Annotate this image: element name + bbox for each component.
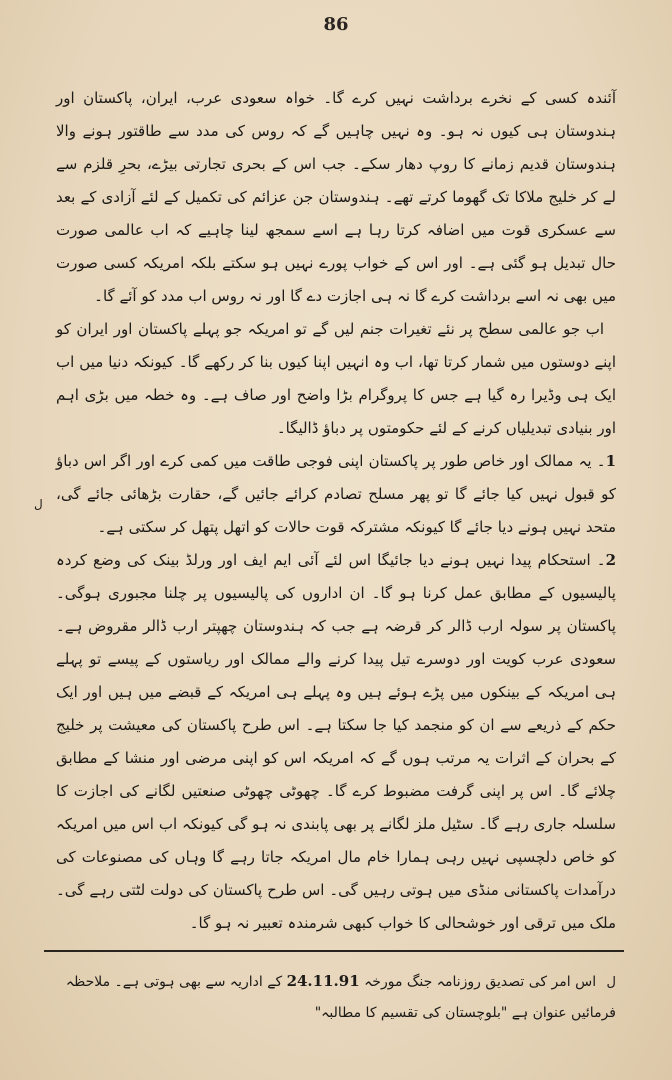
text-line: اب جو عالمی سطح پر نئے تغیرات جنم لیں گے تو امریکہ جو پہلے پاکستان اور ایران کو اپنے bbox=[56, 320, 616, 371]
text-line: کر قرضہ ہے جب کہ ہندوستان چھپتر ارب ڈالر مقروض ہے۔ سعودی عرب کویت اور دوسرے bbox=[56, 617, 616, 668]
text-line: ترقی اور خوشحالی کا خواب کبھی شرمندہ تعبیر نہ ہو گا۔ bbox=[189, 914, 557, 932]
point-number: 2 bbox=[605, 551, 616, 569]
text-line: کرتا رہا ہے اسے سمجھ لینا چاہیے کہ اب عالمی صورت حال تبدیل ہو گئی ہے۔ اور اس کے bbox=[56, 221, 616, 272]
point-number: 1 bbox=[605, 452, 616, 470]
numbered-point-1 bbox=[56, 445, 616, 544]
text-line: دوستوں میں شمار کرتا تھا، اب وہ انہیں اپنا کیوں بنا کر رکھے گا۔ کیونکہ دنیا میں اب ایک ہی وڈیرا bbox=[56, 353, 616, 404]
text-line: خواب پورے نہیں ہو سکتے بلکہ امریکہ کسی صورت میں بھی نہ اسے برداشت کرے گا نہ ہی bbox=[56, 254, 616, 305]
paragraph-1 bbox=[56, 82, 616, 313]
text-line: لگانے کی اجازت کا سلسلہ جاری رہے گا۔ سٹیل ملز لگانے پر بھی پابندی نہ ہو گی کیونکہ اب اس bbox=[56, 782, 616, 833]
text-line: کے مطابق عمل کرنا ہو گا۔ ان اداروں کی پالیسیوں پر چلنا مجبوری ہوگی۔ پاکستان پر سولہ ارب ڈالر bbox=[56, 584, 616, 635]
footnote-marker: ل bbox=[606, 975, 616, 990]
text-line: ۔ یہ ممالک اور خاص طور پر پاکستان اپنی فوجی طاقت میں کمی کرے اور اگر اس دباؤ کو قبول bbox=[56, 452, 616, 503]
text-line: کرنے کے لئے حکومتوں پر دباؤ ڈالیگا۔ bbox=[276, 419, 501, 437]
text-line: درآمدات پاکستانی منڈی میں ہوتی رہیں گی۔ اس طرح پاکستان کی دولت لٹتی رہے گی۔ ملک میں bbox=[56, 881, 616, 932]
footnote-divider bbox=[44, 950, 624, 952]
footnote-date: 24.11.91 bbox=[286, 972, 360, 990]
text-line: جائے گا کیونکہ مشترکہ قوت حالات کو اتھل پتھل کر سکتی ہے۔ bbox=[97, 518, 493, 536]
text-line: اپنی مرضی اور منشا کے مطابق چلائے گا۔ اس پر اپنی گرفت مضبوط کرے گا۔ چھوٹی چھوٹی صنعتیں bbox=[56, 749, 616, 800]
text-line: نہیں کیا جائے گا تو پھر مسلح تصادم کرائے جائیں گے، حقارت بڑھائی جائے گی، متحد نہیں ہونے دیا bbox=[56, 485, 616, 536]
page-number: 86 bbox=[323, 14, 349, 35]
footnote-text: فرمائیں عنوان ہے "بلوچستان کی تقسیم کا مطالبہ" bbox=[314, 1005, 616, 1021]
numbered-point-2 bbox=[56, 544, 616, 940]
footnote bbox=[56, 966, 616, 1028]
footnote-text: کے اداریہ سے بھی ہوتی ہے۔ ملاحظہ bbox=[65, 974, 283, 990]
text-line: تیل پیدا کرنے والے ممالک اور ریاستوں کے پیسے تو پہلے ہی امریکہ کے بینکوں میں پڑے ہوئے bbox=[56, 650, 616, 701]
text-line: میں امریکہ کو خاص دلچسپی نہیں رہی ہمارا خام مال امریکہ جاتا رہے گا وہاں کی مصنوعات کی bbox=[56, 815, 616, 866]
text-line: اجازت دے گا اور نہ روس اب مدد کو آئے گا۔ bbox=[94, 287, 367, 305]
text-line: اس طرح پاکستان کی معیشت پر خلیج کے بحران کے اثرات یہ مرتب ہوں گے کہ امریکہ اس کو bbox=[56, 716, 616, 767]
text-line: رہ گیا ہے جس کا پروگرام بڑا واضح اور صاف ہے۔ وہ خطہ میں بڑی اہم اور بنیادی تبدیلیاں bbox=[56, 386, 616, 437]
footnote-text: اس امر کی تصدیق روزنامہ جنگ مورخہ bbox=[364, 974, 597, 990]
paragraph-2 bbox=[56, 313, 616, 445]
text-line: ہیں وہ پہلے ہی امریکہ کے قبضے میں ہیں اور ایک حکم کے ذریعے سے ان کو منجمد کیا جا سکتا ہے۔ bbox=[56, 683, 616, 734]
body-text bbox=[56, 82, 616, 940]
text-line: روپ دھار سکے۔ جب اس کے بحری تجارتی بیڑے، بحرِ قلزم سے لے کر خلیج ملاکا تک گھوما bbox=[56, 155, 616, 206]
text-line: آئندہ کسی کے نخرے برداشت نہیں کرے گا۔ خواہ سعودی عرب، ایران، پاکستان اور ہندوستان bbox=[56, 89, 616, 140]
footnote-reference-mark: ل bbox=[34, 497, 43, 511]
text-line: ۔ استحکام پیدا نہیں ہونے دیا جائیگا اس لئے آئی ایم ایف اور ورلڈ بینک کی وضع کردہ پالیسیوں bbox=[56, 551, 616, 602]
text-line: کرتے تھے۔ ہندوستان جن عزائم کی تکمیل کے لئے آزادی کے بعد سے عسکری قوت میں اضافہ bbox=[56, 188, 616, 239]
text-line: ہی کیوں نہ ہو۔ وہ نہیں چاہیں گے کہ روس کی مدد سے طاقتور ہونے والا ہندوستان قدیم زمانے کا bbox=[56, 122, 616, 173]
